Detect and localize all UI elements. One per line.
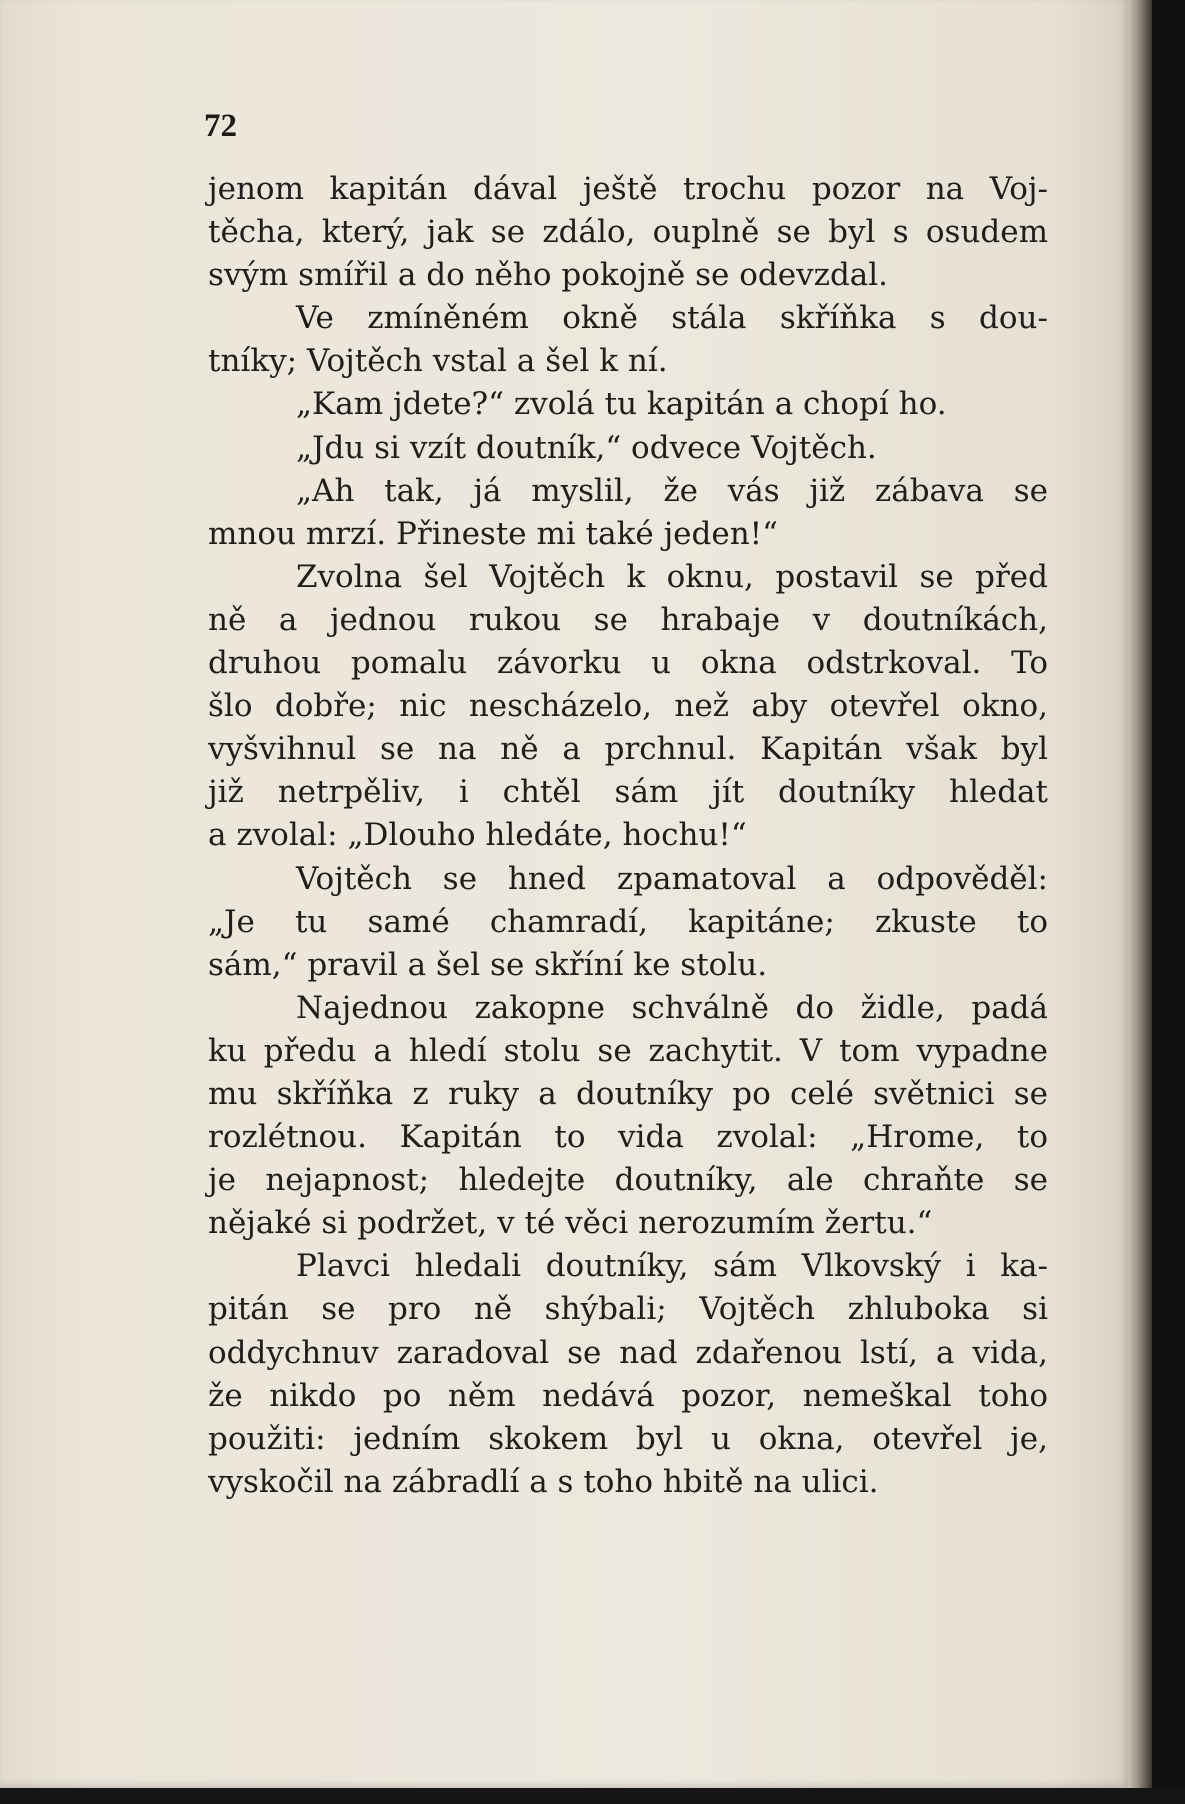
text-line: tníky; Vojtěch vstal a šel k ní. bbox=[208, 343, 668, 380]
text-line: je nejapnost; hledejte doutníky, ale chraňte se bbox=[208, 1162, 1048, 1199]
text-line: nějaké si podržet, v té věci nerozumím žertu.“ bbox=[208, 1205, 933, 1242]
text-line: šlo dobře; nic nescházelo, než aby otevřel okno, bbox=[208, 688, 1048, 725]
text-line: druhou pomalu závorku u okna odstrkoval. To bbox=[208, 645, 1048, 682]
text-line: „Ah tak, já myslil, že vás již zábava se bbox=[296, 472, 1048, 509]
text-line: a zvolal: „Dlouho hledáte, hochu!“ bbox=[208, 817, 747, 854]
text-line: Zvolna šel Vojtěch k oknu, postavil se před bbox=[296, 558, 1048, 595]
text-line: již netrpěliv, i chtěl sám jít doutníky hledat bbox=[208, 774, 1048, 811]
text-line: ně a jednou rukou se hrabaje v doutníkách, bbox=[208, 601, 1048, 638]
text-line: těcha, který, jak se zdálo, ouplně se byl s osudem bbox=[208, 214, 1048, 251]
text-line: sám,“ pravil a šel se skříní ke stolu. bbox=[208, 946, 768, 983]
text-line: Ve zmíněném okně stála skříňka s dou- bbox=[296, 300, 1048, 337]
text-line: ku předu a hledí stolu se zachytit. V tom vypadne bbox=[208, 1032, 1048, 1069]
text-line: vyšvihnul se na ně a prchnul. Kapitán však byl bbox=[208, 731, 1048, 768]
text-line: mnou mrzí. Přineste mi také jeden!“ bbox=[208, 515, 778, 552]
text-line: Vojtěch se hned zpamatoval a odpověděl: bbox=[296, 860, 1048, 897]
text-line: vyskočil na zábradlí a s toho hbitě na ulici. bbox=[208, 1463, 879, 1500]
text-line: „Jdu si vzít doutník,“ odvece Vojtěch. bbox=[296, 429, 877, 466]
text-line: Plavci hledali doutníky, sám Vlkovský i ka- bbox=[296, 1248, 1048, 1285]
text-line: jenom kapitán dával ještě trochu pozor na Voj- bbox=[208, 171, 1048, 207]
text-line: Najednou zakopne schválně do židle, padá bbox=[296, 989, 1048, 1026]
text-line: použiti: jedním skokem byl u okna, otevřel je, bbox=[208, 1420, 1048, 1457]
scan-background-bottom bbox=[0, 1788, 1185, 1804]
text-line: „Kam jdete?“ zvolá tu kapitán a chopí ho. bbox=[296, 386, 947, 423]
text-line: pitán se pro ně shýbali; Vojtěch zhluboka si bbox=[208, 1291, 1048, 1328]
scan-background-right bbox=[1152, 0, 1185, 1804]
text-line: že nikdo po něm nedává pozor, nemeškal toho bbox=[208, 1377, 1048, 1414]
text-line: svým smířil a do něho pokojně se odevzdal. bbox=[208, 257, 889, 294]
text-line: mu skříňka z ruky a doutníky po celé světnici se bbox=[208, 1075, 1048, 1112]
text-line: oddychnuv zaradoval se nad zdařenou lstí, a vida, bbox=[208, 1334, 1048, 1371]
text-line: „Je tu samé chamradí, kapitáne; zkuste to bbox=[208, 903, 1048, 940]
text-line: rozlétnou. Kapitán to vida zvolal: „Hrome, to bbox=[208, 1119, 1048, 1156]
page-edge bbox=[1128, 0, 1152, 1788]
page-text bbox=[208, 168, 1048, 1504]
page-number: 72 bbox=[204, 108, 237, 144]
